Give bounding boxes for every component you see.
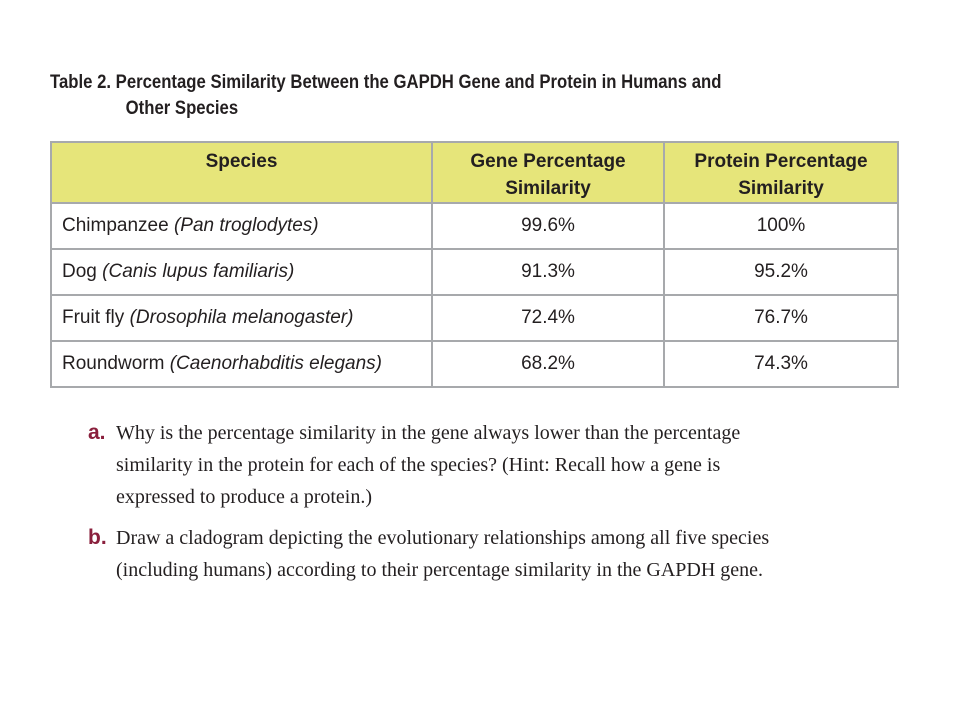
gene-similarity-cell: 99.6% — [432, 203, 664, 249]
header-protein-line-2: Similarity — [738, 178, 824, 199]
question-a — [88, 417, 908, 513]
species-common-name: Fruit fly — [62, 307, 125, 328]
species-scientific-name: (Canis lupus familiaris) — [102, 261, 295, 282]
question-letter: a. — [88, 421, 106, 444]
species-cell — [51, 249, 432, 295]
header-protein-similarity — [664, 142, 898, 203]
header-gene-line-2: Similarity — [505, 178, 591, 199]
protein-similarity-cell: 95.2% — [664, 249, 898, 295]
question-text-line: (including humans) according to their percentage similarity in the GAPDH gene. — [116, 559, 764, 581]
header-protein-line-1: Protein Percentage — [694, 151, 868, 172]
header-species-label: Species — [205, 151, 278, 172]
protein-similarity-cell: 76.7% — [664, 295, 898, 341]
table-title — [50, 70, 798, 122]
similarity-table — [50, 141, 899, 388]
species-cell — [51, 295, 432, 341]
question-text-line: similarity in the protein for each of the species? (Hint: Recall how a gene is — [116, 454, 721, 476]
header-gene-line-1: Gene Percentage — [470, 151, 626, 172]
table-header-row — [51, 142, 898, 203]
header-species — [51, 142, 432, 203]
species-common-name: Dog — [62, 261, 97, 282]
species-scientific-name: (Drosophila melanogaster) — [129, 307, 354, 328]
gene-similarity-cell: 68.2% — [432, 341, 664, 387]
species-common-name: Chimpanzee — [62, 215, 169, 236]
gene-similarity-cell: 91.3% — [432, 249, 664, 295]
protein-similarity-cell: 100% — [664, 203, 898, 249]
table-title-line-1: Table 2. Percentage Similarity Between the GAPDH Gene and Protein in Humans and — [50, 72, 722, 93]
table-row — [51, 295, 898, 341]
question-text-line: Draw a cladogram depicting the evolutionary relationships among all five species — [116, 527, 770, 549]
question-text-line: Why is the percentage similarity in the gene always lower than the percentage — [116, 422, 741, 444]
question-b — [88, 522, 908, 586]
question-text-line: expressed to produce a protein.) — [116, 486, 373, 508]
gene-similarity-cell: 72.4% — [432, 295, 664, 341]
protein-similarity-cell: 74.3% — [664, 341, 898, 387]
species-scientific-name: (Caenorhabditis elegans) — [169, 353, 383, 374]
species-cell — [51, 203, 432, 249]
species-scientific-name: (Pan troglodytes) — [173, 215, 319, 236]
species-cell — [51, 341, 432, 387]
table-row — [51, 341, 898, 387]
table-title-line-2: Other Species — [125, 98, 239, 119]
table-row — [51, 203, 898, 249]
question-letter: b. — [88, 526, 107, 549]
header-gene-similarity — [432, 142, 664, 203]
table-row — [51, 249, 898, 295]
species-common-name: Roundworm — [62, 353, 165, 374]
